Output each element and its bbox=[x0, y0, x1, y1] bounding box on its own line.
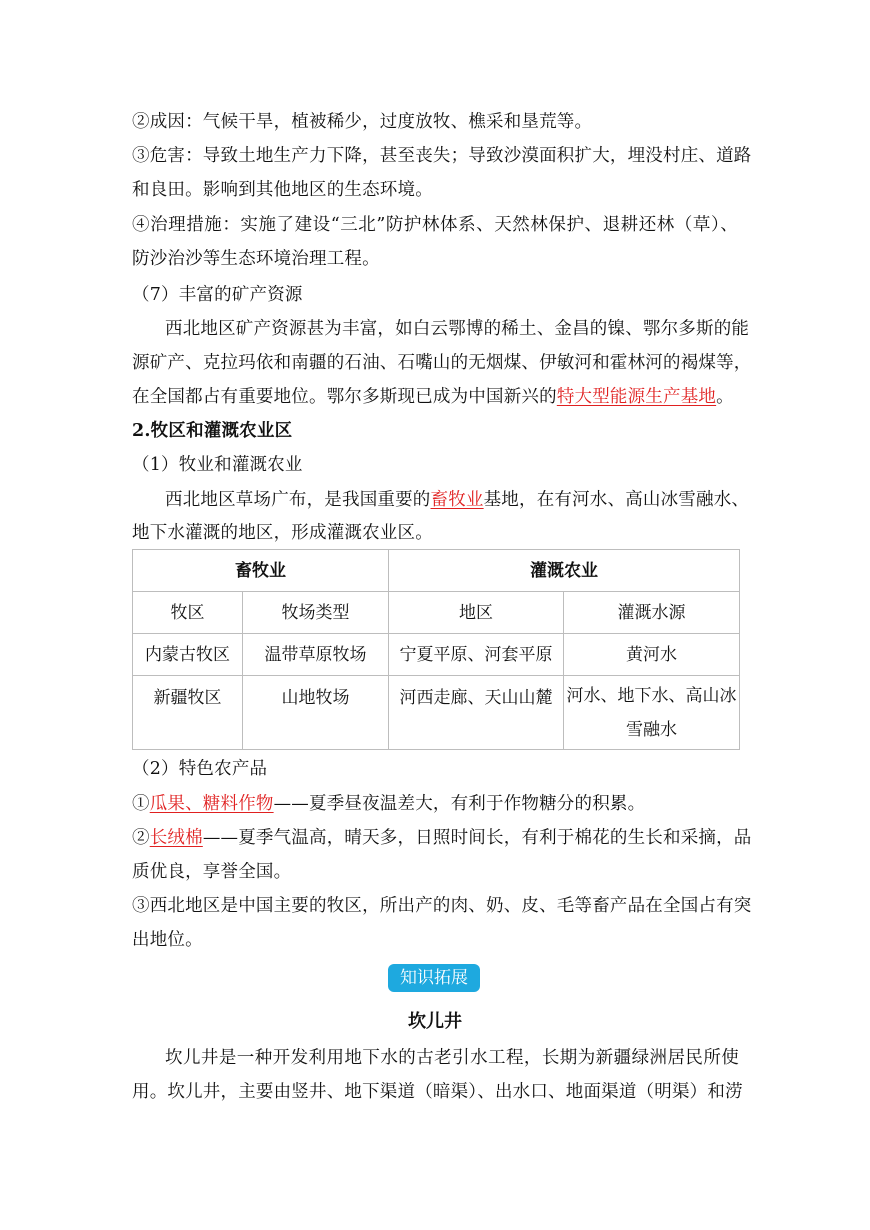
section-heading: （1）牧业和灌溉农业 bbox=[132, 455, 303, 475]
text-span: ——夏季昼夜温差大，有利于作物糖分的积累。 bbox=[273, 794, 646, 814]
text-span: ② bbox=[132, 828, 150, 848]
text-span: 。 bbox=[716, 387, 734, 407]
table-cell: 黄河水 bbox=[564, 634, 740, 676]
text-span: ① bbox=[132, 794, 150, 814]
table-cell: 内蒙古牧区 bbox=[133, 634, 243, 676]
table-subheader: 灌溉水源 bbox=[564, 592, 740, 634]
text-span: ——夏季气温高，晴天多，日照时间长，有利于棉花的生长和采摘，品 bbox=[202, 828, 752, 848]
table-header: 灌溉农业 bbox=[389, 550, 740, 592]
text-span: 基地，在有河水、高山冰雪融水、 bbox=[483, 490, 750, 510]
section-heading: （7）丰富的矿产资源 bbox=[132, 285, 303, 305]
table-row bbox=[133, 676, 740, 750]
highlight-term: 畜牧业 bbox=[430, 490, 484, 510]
highlight-term: 瓜果、糖料作物 bbox=[149, 794, 274, 814]
text-line: ④治理措施：实施了建设“三北”防护林体系、天然林保护、退耕还林（草）、 bbox=[132, 215, 738, 235]
text-line bbox=[165, 488, 775, 512]
table-subheader: 牧区 bbox=[133, 592, 243, 634]
text-line bbox=[132, 792, 742, 816]
section-heading: 2.牧区和灌溉农业区 bbox=[132, 421, 293, 441]
text-line: 西北地区矿产资源甚为丰富，如白云鄂博的稀土、金昌的镍、鄂尔多斯的能 bbox=[165, 319, 750, 339]
highlight-term: 特大型能源生产基地 bbox=[556, 387, 717, 407]
table-subheader: 地区 bbox=[389, 592, 564, 634]
text-line: 源矿产、克拉玛依和南疆的石油、石嘴山的无烟煤、伊敏河和霍林河的褐煤等， bbox=[132, 353, 752, 373]
table-header: 畜牧业 bbox=[133, 550, 389, 592]
table-row bbox=[133, 634, 740, 676]
section-heading: （2）特色农产品 bbox=[132, 759, 268, 779]
text-line: 地下水灌溉的地区，形成灌溉农业区。 bbox=[132, 523, 433, 543]
text-line: 用。坎儿井，主要由竖井、地下渠道（暗渠）、出水口、地面渠道（明渠）和涝 bbox=[132, 1082, 743, 1102]
text-line: ③西北地区是中国主要的牧区，所出产的肉、奶、皮、毛等畜产品在全国占有突 bbox=[132, 896, 752, 916]
knowledge-extension-badge: 知识拓展 bbox=[388, 964, 480, 992]
text-line bbox=[132, 826, 752, 850]
table-cell: 山地牧场 bbox=[243, 676, 389, 750]
table-cell: 宁夏平原、河套平原 bbox=[389, 634, 564, 676]
text-line: 和良田。影响到其他地区的生态环境。 bbox=[132, 180, 433, 200]
text-span: 西北地区草场广布，是我国重要的 bbox=[165, 490, 431, 510]
text-line: 防沙治沙等生态环境治理工程。 bbox=[132, 249, 380, 269]
table-subheader: 牧场类型 bbox=[243, 592, 389, 634]
table-cell: 河西走廊、天山山麓 bbox=[389, 676, 564, 750]
table-cell: 河水、地下水、高山冰雪融水 bbox=[564, 676, 740, 750]
text-line: 出地位。 bbox=[132, 930, 203, 950]
table-cell: 温带草原牧场 bbox=[243, 634, 389, 676]
text-span: 在全国都占有重要地位。鄂尔多斯现已成为中国新兴的 bbox=[132, 387, 557, 407]
text-line: 坎儿井是一种开发利用地下水的古老引水工程，长期为新疆绿洲居民所使 bbox=[165, 1048, 739, 1068]
text-line bbox=[132, 385, 742, 409]
text-line: 质优良，享誉全国。 bbox=[132, 862, 292, 882]
section-title: 坎儿井 bbox=[408, 1011, 462, 1032]
table-cell: 新疆牧区 bbox=[133, 676, 243, 750]
text-line: ③危害：导致土地生产力下降，甚至丧失；导致沙漠面积扩大，埋没村庄、道路 bbox=[132, 146, 752, 166]
agriculture-table bbox=[132, 549, 740, 750]
highlight-term: 长绒棉 bbox=[149, 828, 203, 848]
text-line: ②成因：气候干旱，植被稀少，过度放牧、樵采和垦荒等。 bbox=[132, 112, 593, 132]
